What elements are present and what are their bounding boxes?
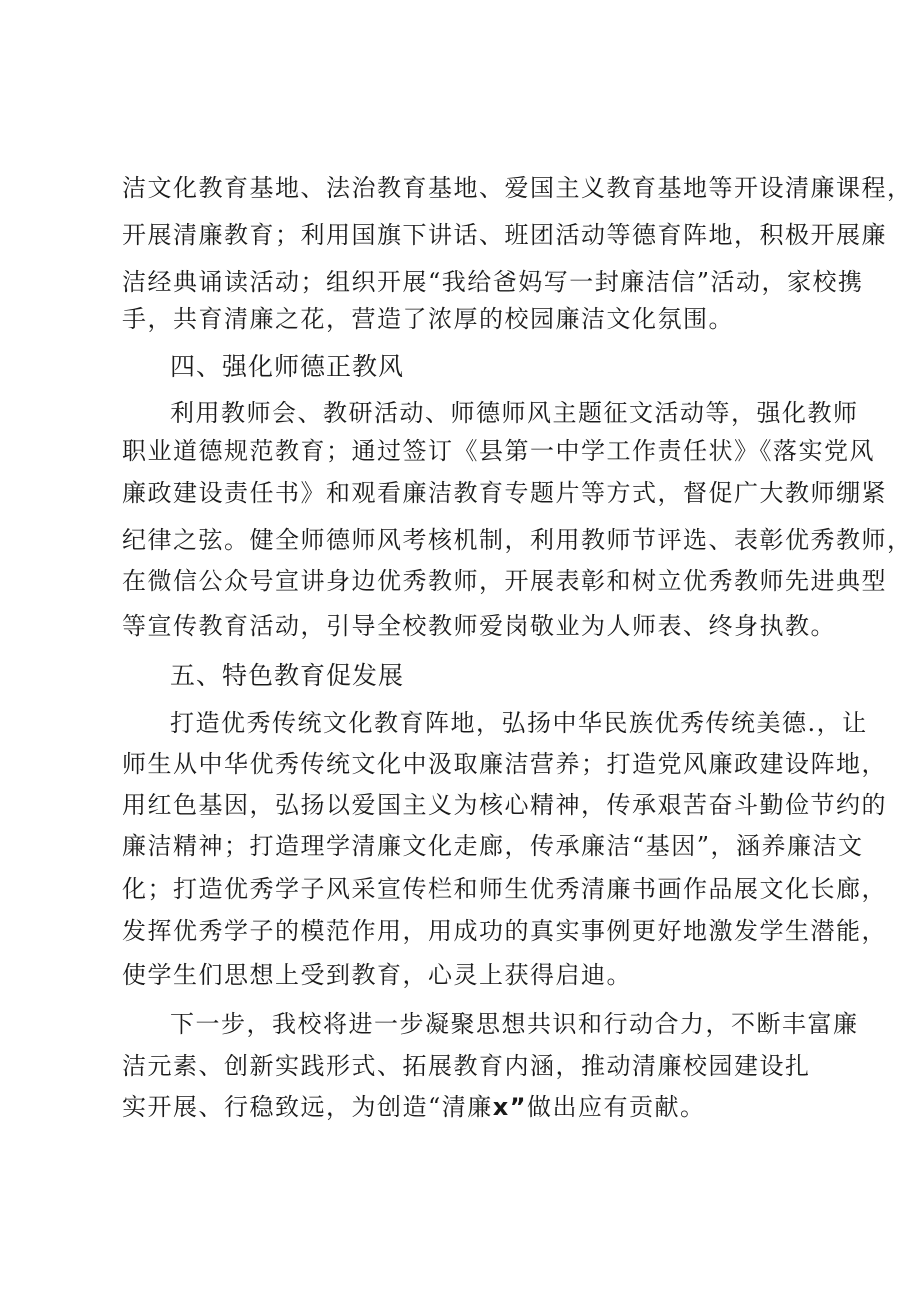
placeholder-x: x” [492,1093,528,1121]
body-text-line: 廉洁精神；打造理学清廉文化走廊，传承廉洁“基因”，涵养廉洁文 [122,832,864,860]
body-text-line: 洁元素、创新实践形式、拓展教育内涵，推动清廉校园建设扎 [122,1052,811,1080]
body-text-line: 洁文化教育基地、法治教育基地、爱国主义教育基地等开设清廉课程， [122,174,913,202]
body-text-line: 师生从中华优秀传统文化中汲取廉洁营养；打造党风廉政建设阵地， [122,750,887,778]
body-text-line: 职业道德规范教育；通过签订《县第一中学工作责任状》《落实党风 [122,437,875,465]
body-text-line: 使学生们思想上受到教育，心灵上获得启迪。 [122,961,632,989]
final-line-end: 做出应有贡献。 [527,1093,706,1121]
body-text-line: 化；打造优秀学子风采宣传栏和师生优秀清廉书画作品展文化长廊， [122,875,887,903]
final-line-start: 实开展、行稳致远，为创造“清廉 [122,1093,493,1121]
section-heading: 四、强化师德正教风 [170,352,405,381]
body-text-line-final [122,1090,802,1124]
body-text-line: 用红色基因，弘扬以爱国主义为核心精神，传承艰苦奋斗勤俭节约的 [122,791,887,819]
body-text-line: 打造优秀传统文化教育阵地，弘扬中华民族优秀传统美德.，让 [170,709,868,737]
body-text-line: 在微信公众号宣讲身边优秀教师，开展表彰和树立优秀教师先进典型 [122,567,887,595]
body-text-line: 纪律之弦。健全师德师风考核机制，利用教师节评选、表彰优秀教师， [122,526,913,554]
body-text-line: 下一步，我校将进一步凝聚思想共识和行动合力，不断丰富廉 [170,1010,859,1038]
body-text-line: 利用教师会、教研活动、师德师风主题征文活动等，强化教师 [170,399,859,427]
body-text-line: 洁经典诵读活动；组织开展“我给爸妈写一封廉洁信”活动，家校携 [122,268,864,296]
body-text-line: 手，共育清廉之花，营造了浓厚的校园廉洁文化氛围。 [122,305,734,333]
body-text-line: 等宣传教育活动，引导全校教师爱岗敬业为人师表、终身执教。 [122,612,836,640]
section-heading: 五、特色教育促发展 [170,661,405,690]
body-text-line: 廉政建设责任书》和观看廉洁教育专题片等方式，督促广大教师绷紧 [122,479,887,507]
body-text-line: 开展清廉教育；利用国旗下讲话、班团活动等德育阵地，积极开展廉 [122,221,887,249]
body-text-line: 发挥优秀学子的模范作用，用成功的真实事例更好地激发学生潜能， [122,917,887,945]
